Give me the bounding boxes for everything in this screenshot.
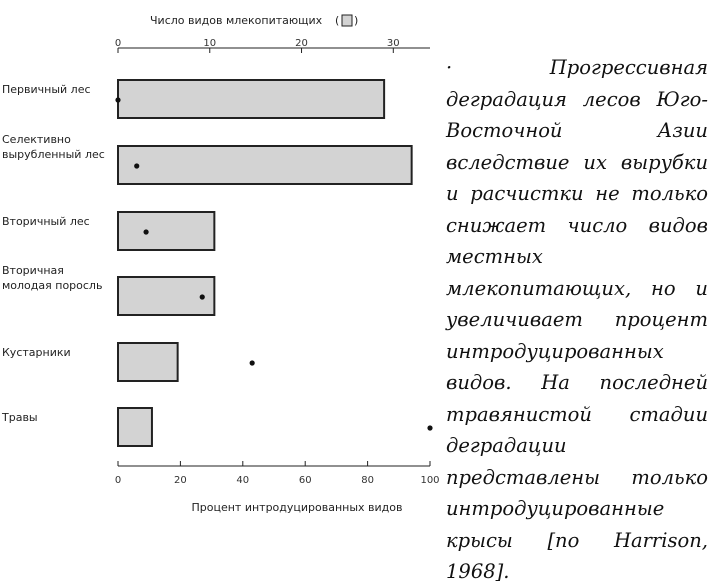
bar: [118, 146, 412, 184]
dot-point: [427, 425, 432, 430]
bottom-tick-label: 40: [236, 475, 250, 486]
category-label: Селективно: [2, 133, 71, 146]
bar: [118, 343, 178, 381]
category-label: Кустарники: [2, 346, 71, 359]
bottom-tick-label: 0: [114, 475, 122, 486]
figure-caption: · Прогрессивная деградация лесов Юго-Восточной Азии вследствие их вырубки и расчистки не только снижает число видов местных млекопитающих, но и увеличивает процент интродуцированных видов. На последней травянистой стадии деградации представлены только интродуцированные крысы [по Harrison, 1968].: [446, 56, 708, 583]
top-tick-label: 10: [203, 38, 217, 49]
legend-paren-close: ): [354, 14, 359, 27]
bottom-axis: [115, 461, 440, 514]
category-label: молодая поросль: [2, 279, 103, 292]
top-axis-title: Число видов млекопитающих: [150, 14, 323, 27]
top-tick-label: 20: [295, 38, 308, 49]
dot-point: [250, 360, 255, 365]
bottom-tick-label: 100: [420, 475, 440, 486]
bar: [118, 80, 384, 118]
category-label: вырубленный лес: [2, 148, 105, 161]
dot-point: [143, 229, 148, 234]
dot-point: [115, 97, 120, 102]
bottom-tick-label: 20: [174, 475, 187, 486]
category-label: Травы: [2, 411, 38, 424]
bottom-tick-label: 80: [361, 475, 374, 486]
top-tick-label: 30: [386, 38, 400, 49]
category-label: Вторичный лес: [2, 215, 90, 228]
legend-paren-open: (: [335, 14, 340, 27]
bottom-tick-label: 60: [298, 475, 312, 486]
top-tick-label: 0: [114, 38, 122, 49]
category-labels: [1, 83, 105, 424]
category-label: Вторичная: [2, 264, 64, 277]
legend-swatch: [342, 15, 352, 26]
dot-point: [200, 294, 205, 299]
bar: [118, 408, 152, 446]
bars: [118, 80, 412, 446]
top-axis: [115, 14, 430, 53]
category-label: Первичный лес: [2, 83, 91, 96]
bottom-axis-title: Процент интродуцированных видов: [191, 501, 403, 514]
dot-point: [134, 163, 139, 168]
bar: [118, 212, 214, 250]
